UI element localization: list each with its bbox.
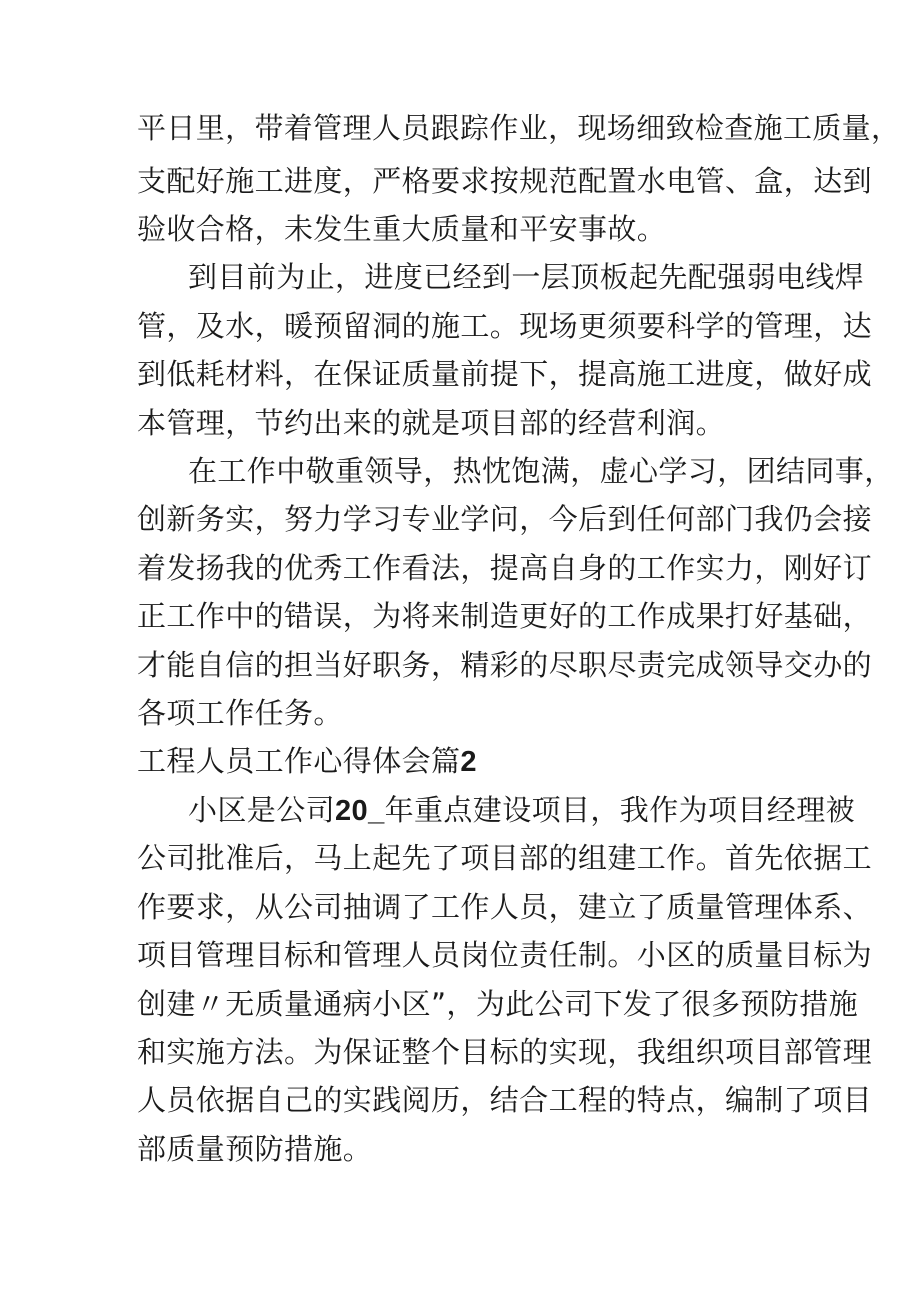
paragraph-2-line-1: 到目前为止，进度已经到一层顶板起先配强弱电线焊 <box>188 260 865 294</box>
paragraph-4-line-8: 部质量预防措施。 <box>137 1132 373 1166</box>
heading-text: 工程人员工作心得体会篇 <box>137 744 461 778</box>
paragraph-1-line-3: 验收合格，未发生重大质量和平安事故。 <box>137 212 667 246</box>
paragraph-3-line-1: 在工作中敬重领导，热忱饱满，虚心学习，团结同事， <box>188 454 894 488</box>
paragraph-2-line-2: 管，及水，暖预留洞的施工。现场更须要科学的管理，达 <box>137 309 873 343</box>
paragraph-4-line-1 <box>188 790 855 831</box>
paragraph-4-line-6: 和实施方法。为保证整个目标的实现，我组织项目部管理 <box>137 1035 873 1069</box>
paragraph-1-line-1: 平日里，带着管理人员跟踪作业，现场细致检查施工质量， <box>137 111 901 145</box>
paragraph-4-year: 20_ <box>335 795 385 827</box>
paragraph-4-line-7: 人员依据自己的实践阅历，结合工程的特点，编制了项目 <box>137 1083 873 1117</box>
paragraph-4-line-1-after: 年重点建设项目，我作为项目经理被 <box>384 793 856 827</box>
heading-number: 2 <box>460 746 477 778</box>
paragraph-3-line-3: 着发扬我的优秀工作看法，提高自身的工作实力，刚好订 <box>137 551 873 585</box>
paragraph-4-line-4: 项目管理目标和管理人员岗位责任制。小区的质量目标为 <box>137 938 873 972</box>
paragraph-4-line-5: 创建〃无质量通病小区”，为此公司下发了很多预防措施 <box>137 987 859 1021</box>
paragraph-3-line-4: 正工作中的错误，为将来制造更好的工作成果打好基础， <box>137 599 873 633</box>
section-heading <box>137 741 477 782</box>
paragraph-3-line-6: 各项工作任务。 <box>137 696 343 730</box>
paragraph-4-line-2: 公司批准后，马上起先了项目部的组建工作。首先依据工 <box>137 841 873 875</box>
paragraph-3-line-5: 才能自信的担当好职务，精彩的尽职尽责完成领导交办的 <box>137 648 873 682</box>
paragraph-4-line-3: 作要求，从公司抽调了工作人员，建立了质量管理体系、 <box>137 890 873 924</box>
paragraph-2-line-3: 到低耗材料，在保证质量前提下，提高施工进度，做好成 <box>137 357 873 391</box>
paragraph-2-line-4: 本管理，节约出来的就是项目部的经营利润。 <box>137 406 726 440</box>
paragraph-4-line-1-before: 小区是公司 <box>188 793 336 827</box>
paragraph-1-line-2: 支配好施工进度，严格要求按规范配置水电管、盒，达到 <box>137 164 873 198</box>
paragraph-3-line-2: 创新务实，努力学习专业学问，今后到任何部门我仍会接 <box>137 502 873 536</box>
